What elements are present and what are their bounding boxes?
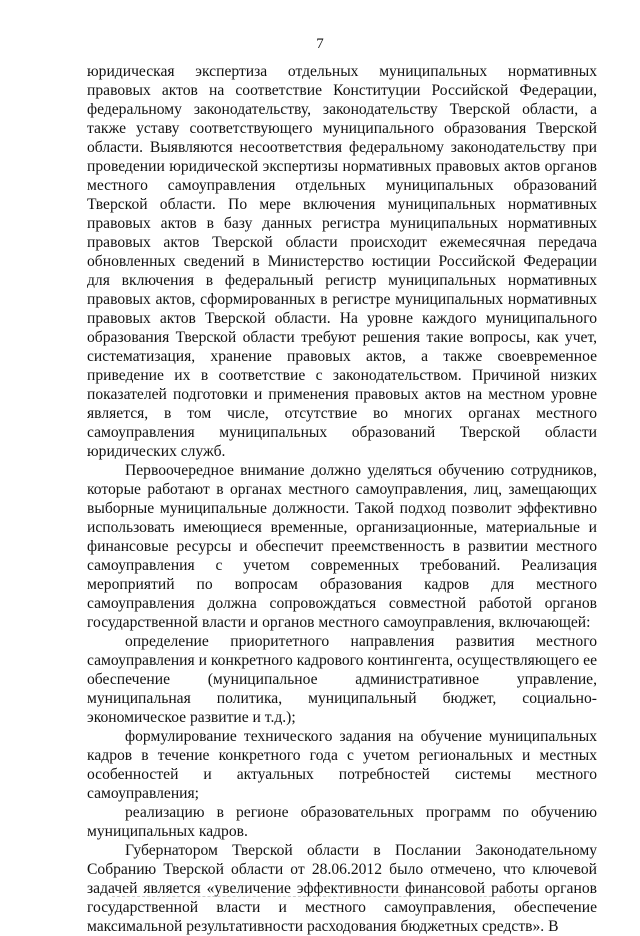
document-body bbox=[87, 62, 597, 936]
scan-artifact-line bbox=[112, 896, 532, 897]
paragraph-staff-training: Первоочередное внимание должно уделяться обучению сотрудников, которые работают в органах местного самоуправления, лиц, замещающих выборные муниципальные должности. Такой подход позволит эффективно использовать имеющиеся временные, организационные, материальные и финансовые ресурсы и обеспечит преемственность в развитии местного самоуправления с учетом современных требований. Реализация мероприятий по вопросам образования кадров для местного самоуправления должна сопровождаться совместной работой органов государственной власти и органов местного самоуправления, включающей: bbox=[87, 462, 597, 631]
paragraph-legal-expertise: юридическая экспертиза отдельных муниципальных нормативных правовых актов на соответствие Конституции Российской Федерации, федеральному законодательству, законодательству Тверской области, а также уставу соответствующего муниципального образования Тверской области. Выявляются несоответствия федеральному законодательству при проведении юридической экспертизы нормативных правовых актов органов местного самоуправления отдельных муниципальных образований Тверской области. По мере включения муниципальных нормативных правовых актов в базу данных регистра муниципальных нормативных правовых актов Тверской области происходит ежемесячная передача обновленных сведений в Министерство юстиции Российской Федерации для включения в федеральный регистр муниципальных нормативных правовых актов, сформированных в регистре муниципальных нормативных правовых актов Тверской области. На уровне каждого муниципального образования Тверской области требуют решения такие вопросы, как учет, систематизация, хранение правовых актов, а также своевременное приведение их в соответствие с законодательством. Причиной низких показателей подготовки и применения правовых актов на местном уровне является, в том числе, отсутствие во многих органах местного самоуправления муниципальных образований Тверской области юридических служб. bbox=[87, 63, 597, 460]
paragraph-governor-message: Губернатором Тверской области в Послании Законодательному Собранию Тверской области от 28.06.2012 было отмечено, что ключевой задачей является «увеличение эффективности финансовой работы органов государственной власти и местного самоуправления, обеспечение максимальной результативности расходования бюджетных средств». В bbox=[87, 842, 597, 935]
list-item-priority-direction: определение приоритетного направления развития местного самоуправления и конкретного кадрового контингента, осуществляющего ее обеспечение (муниципальное административное управление, муниципальная политика, муниципальный бюджет, социально-экономическое развитие и т.д.); bbox=[87, 633, 597, 726]
list-item-educational-programs: реализацию в регионе образовательных программ по обучению муниципальных кадров. bbox=[87, 804, 597, 840]
list-item-technical-task: формулирование технического задания на обучение муниципальных кадров в течение конкретного года с учетом региональных и местных особенностей и актуальных потребностей системы местного самоуправления; bbox=[87, 728, 597, 802]
page-number: 7 bbox=[316, 36, 324, 52]
